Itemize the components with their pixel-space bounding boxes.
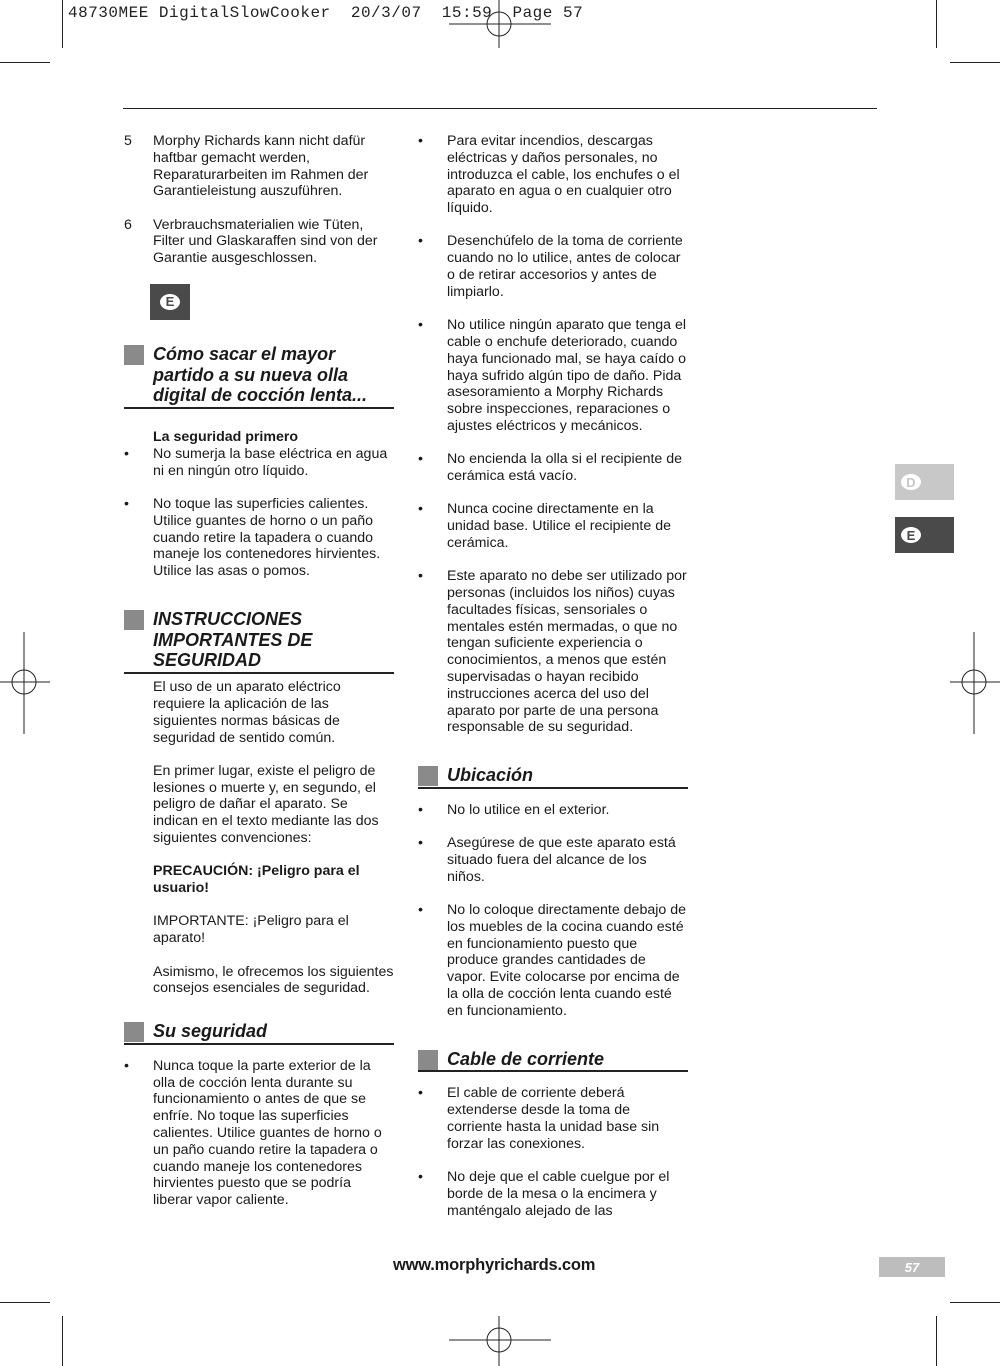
header-rule: [123, 108, 877, 109]
language-tab-letter: D: [901, 474, 921, 490]
heading-square-icon: [418, 766, 438, 786]
bullet-icon: •: [418, 835, 423, 852]
language-tab-e: [895, 517, 954, 553]
bullet-icon: •: [418, 501, 423, 518]
bullet-item: [418, 1169, 688, 1219]
numbered-item: [124, 216, 394, 267]
important-note: IMPORTANTE: ¡Peligro para el aparato!: [153, 913, 349, 947]
registration-mark-bottom: [449, 1316, 551, 1366]
crop-mark: [950, 1302, 1000, 1303]
crop-mark: [936, 1316, 937, 1366]
caution-note: PRECAUCIÓN: ¡Peligro para el usuario!: [153, 863, 360, 897]
heading-square-icon: [418, 1050, 438, 1070]
heading-text: Cable de corriente: [447, 1048, 605, 1069]
item-number: 6: [124, 216, 132, 233]
registration-mark-right: [950, 632, 1000, 734]
bullet-text: No sumerja la base eléctrica en agua ni en ningún otro líquido.: [153, 445, 388, 479]
language-badge-letter: E: [160, 294, 180, 310]
bullet-icon: •: [124, 1057, 129, 1074]
bullet-icon: •: [124, 496, 129, 513]
heading-text: Ubicación: [447, 765, 534, 786]
bullet-text: Nunca cocine directamente en la unidad base. Utilice el recipiente de cerámica.: [447, 501, 671, 551]
bullet-item: [418, 1085, 688, 1152]
bullet-item: [418, 501, 688, 551]
crop-mark: [0, 62, 50, 63]
crop-mark: [936, 0, 937, 48]
bullet-text: No lo coloque directamente debajo de los muebles de la cocina cuando esté en funcionamiento puesto que produce grandes cantidades de vapor. Evite colocarse por encima de la olla de cocción lenta cuando esté en funcionamiento.: [447, 902, 686, 1019]
heading-text: INSTRUCCIONES IMPORTANTES DE SEGURIDAD: [153, 609, 313, 671]
item-text: Morphy Richards kann nicht dafür haftbar gemacht werden, Reparaturarbeiten im Rahmen der Garantieleistung auszuführen.: [153, 133, 369, 200]
bullet-icon: •: [418, 568, 423, 585]
registration-mark-top: [449, 0, 551, 50]
language-tab-d: [895, 464, 954, 500]
bullet-icon: •: [418, 133, 423, 149]
language-badge-e: [150, 284, 190, 320]
bullet-item: [418, 902, 688, 1020]
bullet-item: [124, 445, 394, 480]
closing-paragraph: Asimismo, le ofrecemos los siguientes consejos esenciales de seguridad.: [153, 963, 394, 997]
heading-square-icon: [124, 1022, 144, 1042]
bullet-text: No toque las superficies calientes. Utilice guantes de horno o un paño cuando retire la tapadera o cuando maneje los contenedores hirvientes. Utilice las asas o pomos.: [153, 496, 381, 580]
bullet-item: [124, 1057, 394, 1209]
subheading-safety-first: La seguridad primero: [153, 429, 299, 446]
bullet-icon: •: [418, 317, 423, 334]
bullet-item: [418, 233, 688, 300]
bullet-text: Asegúrese de que este aparato está situado fuera del alcance de los niños.: [447, 835, 676, 885]
heading-text: Su seguridad: [153, 1021, 268, 1042]
bullet-item: [418, 801, 688, 819]
intro-paragraph: El uso de un aparato eléctrico requiere la aplicación de las siguientes normas básicas de seguridad de sentido común.: [153, 679, 341, 746]
bullet-icon: •: [418, 1085, 423, 1102]
bullet-text: No lo utilice en el exterior.: [447, 801, 610, 818]
bullet-text: Este aparato no debe ser utilizado por personas (incluidos los niños) cuyas facultades físicas, sensoriales o mentales estén mermadas, o que no tengan suficiente experiencia o conocimientos, a menos que estén supervisadas o hayan recibido instrucciones acerca del uso del aparato por parte de una persona responsable de su seguridad.: [447, 568, 687, 736]
crop-mark: [62, 1316, 63, 1366]
right-column: [418, 133, 688, 1236]
crop-mark: [950, 62, 1000, 63]
bullet-text: No encienda la olla si el recipiente de cerámica está vacío.: [447, 451, 683, 485]
bullet-item: [418, 451, 688, 485]
bullet-icon: •: [418, 451, 423, 468]
item-text: Verbrauchsmaterialien wie Tüten, Filter und Glaskaraffen sind von der Garantie ausgeschlossen.: [153, 216, 378, 267]
bullet-item: [418, 317, 688, 435]
crop-mark: [0, 1302, 50, 1303]
crop-mark: [62, 0, 63, 48]
bullet-icon: •: [418, 233, 423, 250]
language-tab-letter: E: [901, 527, 921, 543]
heading-square-icon: [124, 345, 144, 365]
footer-website-url: www.morphyrichards.com: [393, 1256, 596, 1274]
heading-square-icon: [124, 610, 144, 630]
section-heading-how-to: [124, 344, 394, 409]
bullet-icon: •: [418, 1169, 423, 1186]
print-slug-line: 48730MEE DigitalSlowCooker 20/3/07 15:59 Page 57: [68, 4, 584, 22]
bullet-text: Desenchúfelo de la toma de corriente cuando no lo utilice, antes de colocar o de retirar accesorios y antes de limpiarlo.: [447, 233, 683, 300]
bullet-item: [418, 568, 688, 736]
bullet-icon: •: [124, 445, 129, 462]
page-number-badge: 57: [879, 1257, 945, 1277]
numbered-item: [124, 133, 394, 200]
bullet-item: [418, 835, 688, 885]
section-heading-location: [418, 765, 688, 789]
section-heading-power-cable: [418, 1049, 688, 1073]
left-column: [124, 133, 394, 1226]
bullet-text: El cable de corriente deberá extenderse desde la toma de corriente hasta la unidad base sin forzar las conexiones.: [447, 1085, 660, 1152]
bullet-text: No deje que el cable cuelgue por el borde de la mesa o la encimera y manténgalo alejado de las: [447, 1169, 670, 1219]
bullet-item: [124, 496, 394, 580]
section-heading-important-safety: [124, 609, 394, 674]
bullet-text: No utilice ningún aparato que tenga el cable o enchufe deteriorado, cuando haya funcionado mal, se haya caído o haya sufrido algún tipo de daño. Pida asesoramiento a Morphy Richards sobre inspecciones, reparaciones o ajustes eléctricos y mecánicos.: [447, 317, 686, 434]
item-number: 5: [124, 133, 132, 149]
intro-paragraph: En primer lugar, existe el peligro de lesiones o muerte y, en segundo, el peligro de dañar el aparato. Se indican en el texto mediante las dos siguientes convenciones:: [153, 762, 379, 847]
section-heading-your-safety: [124, 1021, 394, 1045]
heading-text: Cómo sacar el mayor partido a su nueva olla digital de cocción lenta...: [153, 344, 368, 406]
bullet-text: Nunca toque la parte exterior de la olla de cocción lenta durante su funcionamiento o antes de que se enfríe. No toque las superficies calientes. Utilice guantes de horno o un paño cuando retire la tapadera o cuando maneje los contenedores hirvientes puesto que se podría liberar vapor caliente.: [153, 1057, 382, 1209]
bullet-icon: •: [418, 801, 423, 818]
bullet-icon: •: [418, 902, 423, 919]
bullet-item: [418, 133, 688, 217]
bullet-text: Para evitar incendios, descargas eléctricas y daños personales, no introduzca el cable, los enchufes o el aparato en agua o en cualquier otro líquido.: [447, 133, 680, 217]
registration-mark-left: [0, 632, 50, 734]
